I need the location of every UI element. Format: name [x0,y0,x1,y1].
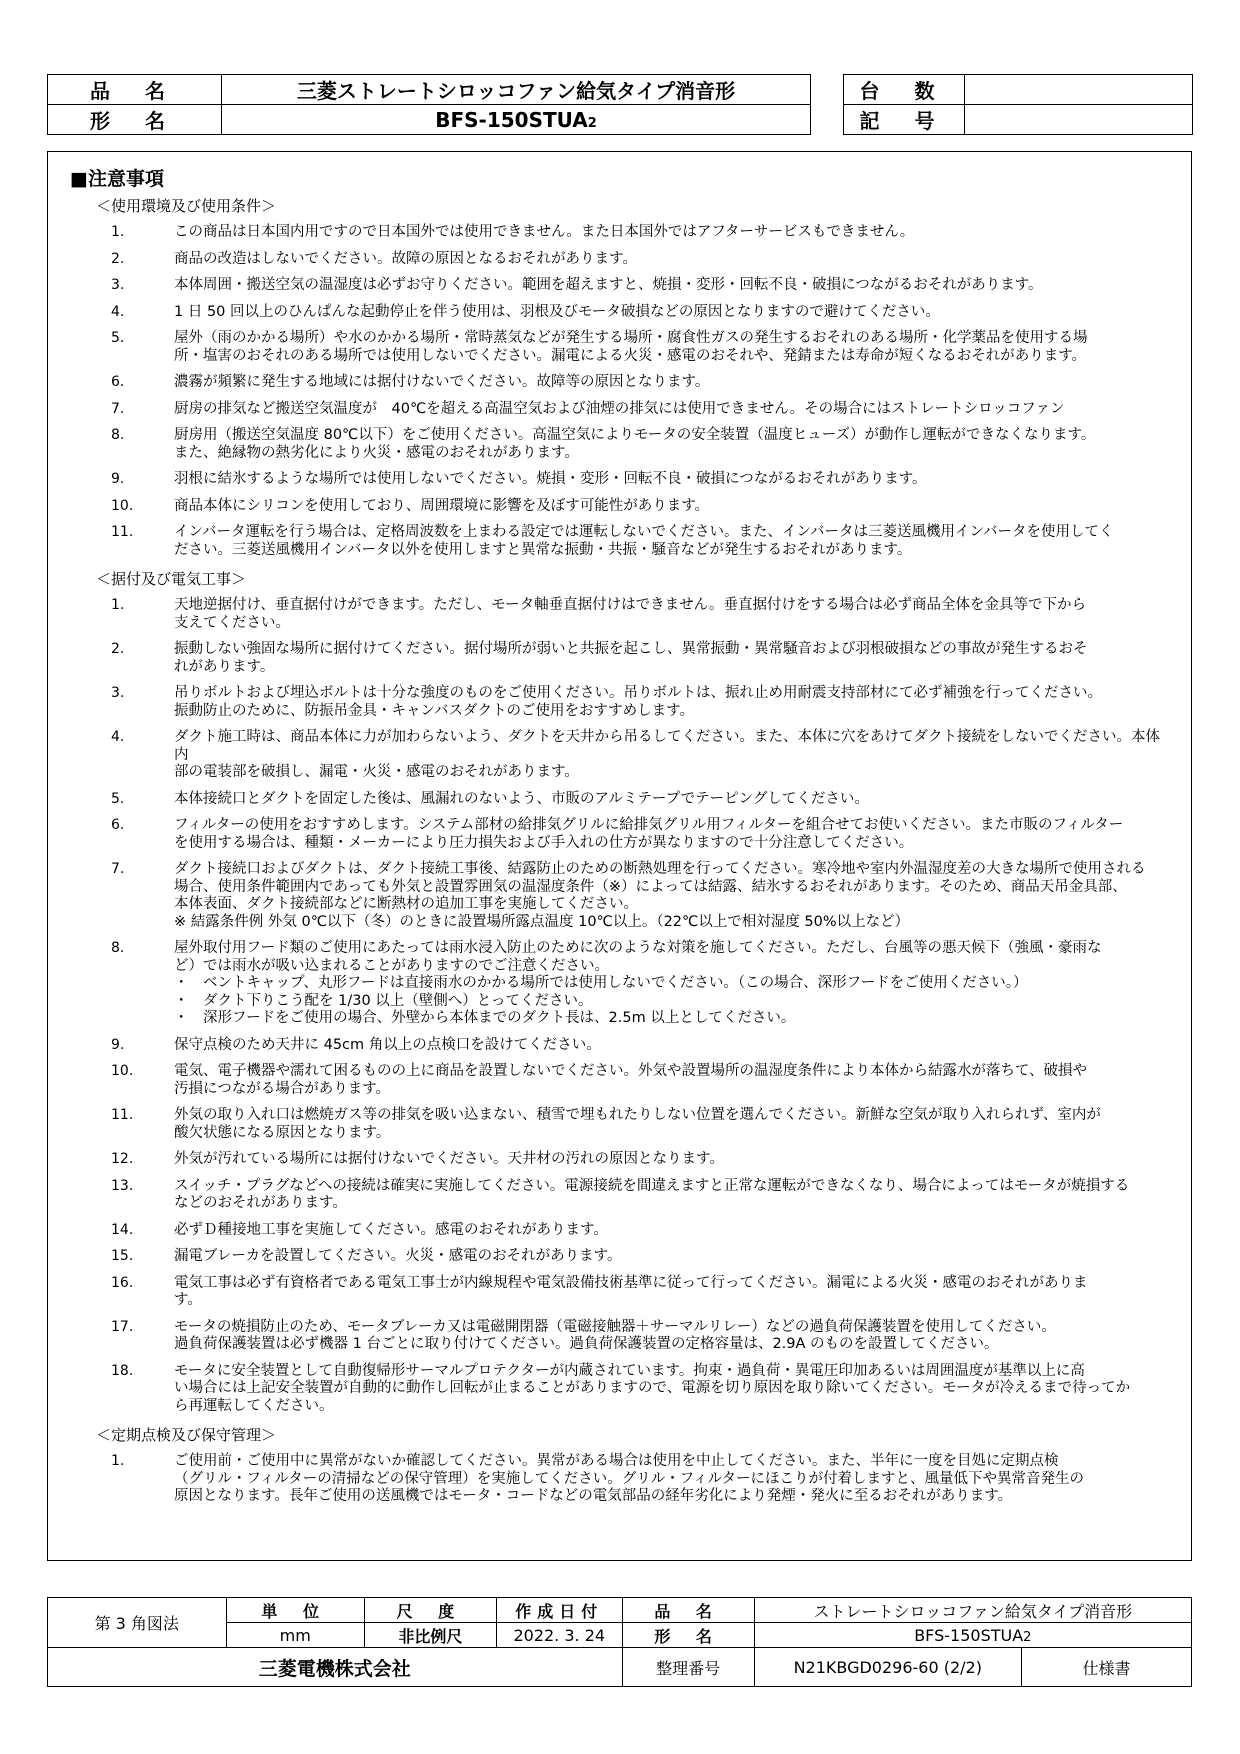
company-name: 三菱電機株式会社 [48,1648,623,1687]
list-item [66,251,1173,269]
katamei-value [222,105,811,135]
item-text-line: 保守点検のため天井に 45cm 角以上の点検口を設けてください。 [174,1036,601,1053]
list-item [66,498,1173,516]
item-number: 12. [111,1151,134,1167]
list-item [66,304,1173,322]
item-text-line: 必ずＤ種接地工事を実施してください。感電のおそれがあります。 [174,1221,608,1238]
footer-hinmei-label: 品 名 [622,1598,754,1623]
hinmei-value: 三菱ストレートシロッコファン給気タイプ消音形 [222,75,811,105]
item-text-line: 振動防止のために、防振吊金具・キャンバスダクトのご使用をおすすめします。 [174,702,694,719]
katamei-main: BFS-150STUA [435,107,588,132]
item-text-line: ださい。三菱送風機用インバータ以外を使用しますと異常な振動・共振・騒音などが発生するおそれがあります。 [174,541,912,558]
item-number: 8. [111,940,125,956]
item-text-line: ご使用前・ご使用中に異常がないか確認してください。異常がある場合は使用を中止してください。また、半年に一度を目処に定期点検 [174,1453,1059,1469]
item-number: 6. [111,817,125,833]
item-text-line: インバータ運転を行う場合は、定格周波数を上まわる設定では運転しないでください。また、インバータは三菱送風機用インバータを使用してく [174,524,1114,540]
item-number: 7. [111,861,125,877]
item-number: 10. [111,1063,134,1079]
seiri-label: 整理番号 [622,1648,754,1687]
item-number: 1. [111,597,125,613]
item-text-line: 過負荷保護装置は必ず機器 1 台ごとに取り付けてください。過負荷保護装置の定格容量は、2.9A のものを設置してください。 [174,1336,999,1352]
list-item [66,401,1173,419]
item-text-line: い場合には上記安全装置が自動的に動作し回転が止まることがありますので、電源を切り原因を取り除いてください。モータが冷えるまで待ってか [174,1380,1131,1396]
list-item [66,1363,1173,1416]
list-item [66,1319,1173,1354]
item-number: 3. [111,277,125,293]
item-number: 6. [111,374,125,390]
list-item [66,1453,1173,1506]
item-text-line: 天地逆据付け、垂直据付けができます。ただし、モータ軸垂直据付けはできません。垂直据付けをする場合は必ず商品全体を金具等で下から [174,597,1087,613]
doc-type: 仕様書 [1021,1648,1191,1687]
item-text-line: 場合、使用条件範囲内であっても外気と設置雰囲気の温湿度条件（※）によっては結露、結氷するおそれがあります。そのため、商品天吊金具部、 [174,878,1127,895]
unit-label: 単 位 [226,1598,364,1623]
section-items [66,224,1173,559]
item-number: 17. [111,1318,134,1335]
item-text-line: 振動しない強固な場所に据付けてください。据付場所が弱いと共振を起こし、異常振動・異常騒音および羽根破損などの事故が発生するおそ [174,641,1088,657]
item-text-line: 屋外取付用フード類のご使用にあたっては雨水浸入防止のために次のような対策を施してください。ただし、台風等の悪天候下（強風・豪雨な [174,940,1102,956]
item-text-line: を使用する場合は、種類・メーカーにより圧力損失および手入れの仕方が異なりますので十分注意してください。 [174,834,914,851]
date-value: 2022. 3. 24 [496,1623,622,1648]
list-item [66,277,1173,295]
item-text-line: 本体表面、ダクト接続部などに断熱材の追加工事を実施してください。 [174,896,638,912]
item-text-line: スイッチ・プラグなどへの接続は確実に実施してください。電源接続を間違えますと正常な運転ができなくなり、場合によってはモータが焼損する [174,1177,1130,1194]
section-heading: ＜定期点検及び保守管理＞ [96,1426,277,1444]
item-number: 2. [111,641,125,657]
list-item [66,224,1173,242]
item-number: 15. [111,1248,134,1264]
list-item [66,861,1173,931]
list-item [66,1248,1173,1266]
item-text-line: 1 日 50 回以上のひんぱんな起動停止を伴う使用は、羽根及びモータ破損などの原因となりますので避けてください。 [174,303,940,320]
item-text-line: ダクト接続口およびダクトは、ダクト接続工事後、結露防止のための断熱処理を行ってください。寒冷地や室内外温湿度差の大きな場所で使用される [174,861,1146,877]
list-item [66,1222,1173,1240]
item-text-line: モータの焼損防止のため、モータブレーカ又は電磁開閉器（電磁接触器＋サーマルリレー）などの過負荷保護装置を使用してください。 [174,1318,1056,1335]
list-item [66,940,1173,1028]
item-text-line: 原因となります。長年ご使用の送風機ではモータ・コードなどの電気部品の経年劣化により発煙・発火に至るおそれがあります。 [174,1488,1013,1504]
item-number: 11. [111,1107,134,1123]
item-text-line: れがあります。 [174,658,275,675]
item-text-line: 厨房の排気など搬送空気温度が 40℃を超える高温空気および油煙の排気には使用できません。その場合にはストレートシロッコファン [174,400,1065,417]
item-text-line: 電気、電子機器や濡れて困るものの上に商品を設置しないでください。外気や設置場所の温湿度条件により本体から結露水が落ちて、破損や [174,1063,1088,1079]
item-number: 1. [111,1453,125,1469]
item-text-line: 酸欠状態になる原因となります。 [174,1124,391,1141]
list-item [66,471,1173,489]
scale-label: 尺 度 [364,1598,496,1623]
item-text-line: 本体接続口とダクトを固定した後は、風漏れのないよう、市販のアルミテープでテーピングしてください。 [174,790,869,807]
item-number: 5. [111,790,125,807]
item-text-line: フィルターの使用をおすすめします。システム部材の給排気グリルに給排気グリル用フィルターを組合せてお使いください。また市販のフィルター [174,817,1124,833]
notes-title: ■注意事項 [70,168,164,190]
list-item [66,524,1173,559]
notes-sections [66,195,1173,1506]
footer-katamei-value [754,1623,1191,1648]
section-items [66,1453,1173,1506]
item-number: 18. [111,1362,134,1379]
item-text-line: 漏電ブレーカを設置してください。火災・感電のおそれがあります。 [174,1248,622,1264]
item-text-line: ら再運転してください。 [174,1397,334,1414]
list-item [66,1151,1173,1169]
item-text-line: 電気工事は必ず有資格者である電気工事士が内線規程や電気設備技術基準に従って行ってください。漏電による火災・感電のおそれがありま [174,1274,1088,1291]
kigo-value [965,105,1193,135]
hinmei-label: 品 名 [48,75,222,105]
list-item [66,1107,1173,1142]
item-number: 14. [111,1221,134,1238]
item-text-line: 本体周囲・搬送空気の温湿度は必ずお守りください。範囲を超えますと、焼損・変形・回転不良・破損につながるおそれがあります。 [174,277,1043,293]
list-item [66,791,1173,809]
item-text-line: モータに安全装置として自動復帰形サーマルプロテクターが内蔵されています。拘束・過負荷・異電圧印加あるいは周囲温度が基準以上に高 [174,1362,1085,1379]
item-text-line: 吊りボルトおよび埋込ボルトは十分な強度のものをご使用ください。吊りボルトは、振れ止め用耐震支持部材にて必ず補強を行ってください。 [174,685,1102,701]
list-item [66,1063,1173,1098]
seiri-value: N21KBGD0296-60 (2/2) [754,1648,1021,1687]
katamei-suffix: 2 [587,115,597,131]
item-number: 1. [111,224,125,240]
list-item [66,641,1173,676]
item-text-line: 商品の改造はしないでください。故障の原因となるおそれがあります。 [174,250,637,267]
unit-value: mm [226,1623,364,1648]
item-text-line: この商品は日本国内用ですので日本国外では使用できません。また日本国外ではアフターサービスもできません。 [174,224,915,240]
notes-box [47,151,1192,1561]
item-text-line: ど）では雨水が吸い込まれることがありますのでご注意ください。 [174,957,609,974]
kigo-label: 記 号 [844,105,965,135]
item-text-line: 厨房用（搬送空気温度 80℃以下）をご使用ください。高温空気によりモータの安全装置（温度ヒューズ）が動作し運転ができなくなります。 [174,427,1096,443]
footer-hinmei-value: ストレートシロッコファン給気タイプ消音形 [754,1598,1191,1623]
katamei-label: 形 名 [48,105,222,135]
item-text-line: ダクト施工時は、商品本体に力が加わらないよう、ダクトを天井から吊るしてください。また、本体に穴をあけてダクト接続をしないでください。本体内 [174,729,1160,763]
item-text-line: ・ 深形フードをご使用の場合、外壁から本体までのダクト長は、2.5m 以上としてください。 [174,1010,796,1026]
item-text-line: ・ ベントキャップ、丸形フードは直接雨水のかかる場所では使用しないでください。（この場合、深形フードをご使用ください。） [174,975,1028,991]
scale-value: 非比例尺 [364,1623,496,1648]
list-item [66,685,1173,720]
section-items [66,597,1173,1415]
list-item [66,1178,1173,1213]
list-item [66,597,1173,632]
item-text-line: 外気が汚れている場所には据付けないでください。天井材の汚れの原因となります。 [174,1151,724,1167]
list-item [66,374,1173,392]
item-number: 4. [111,729,125,745]
item-number: 4. [111,303,125,320]
item-text-line: 所・塩害のおそれのある場所では使用しないでください。漏電による火災・感電のおそれや、発錆または寿命が短くなるおそれがあります。 [174,347,1087,364]
list-item [66,427,1173,462]
list-item [66,817,1173,852]
item-number: 16. [111,1274,134,1291]
item-text-line: す。 [174,1292,202,1308]
footer-katamei-suffix: 2 [1023,1629,1032,1645]
header-count-table [843,74,1193,135]
item-text-line: 外気の取り入れ口は燃焼ガス等の排気を吸い込まない、積雪で埋もれたりしない位置を選んでください。新鮮な空気が取り入れられず、室内が [174,1107,1101,1123]
footer-katamei-label: 形 名 [622,1623,754,1648]
item-number: 5. [111,330,125,346]
section-heading: ＜据付及び電気工事＞ [96,570,247,588]
projection: 第 3 角図法 [48,1598,227,1648]
daisu-label: 台 数 [844,75,965,105]
item-number: 11. [111,524,134,540]
list-item [66,1275,1173,1310]
item-number: 9. [111,1036,125,1053]
item-text-line: 汚損につながる場合があります。 [174,1080,391,1097]
date-label: 作成日付 [496,1598,622,1623]
item-text-line: ・ ダクト下りこう配を 1/30 以上（壁側へ）とってください。 [174,992,593,1009]
item-number: 13. [111,1177,134,1194]
item-text-line: 商品本体にシリコンを使用しており、周囲環境に影響を及ぼす可能性があります。 [174,497,710,514]
item-text-line: 濃霧が頻繁に発生する地域には据付けないでください。故障等の原因となります。 [174,374,710,390]
item-number: 3. [111,685,125,701]
item-text-line: （グリル・フィルターの清掃などの保守管理）を実施してください。グリル・フィルターにほこりが付着しますと、風量低下や異常音発生の [174,1470,1085,1487]
list-item [66,729,1173,782]
item-text-line: ※ 結露条件例 外気 0℃以下（冬）のときに設置場所露点温度 10℃以上。（22℃以上で相対湿度 50%以上など） [174,913,910,930]
item-number: 7. [111,400,125,417]
header-product-table [47,74,811,135]
item-text-line: また、絶縁物の熱劣化により火災・感電のおそれがあります。 [174,444,579,461]
footer-table [47,1597,1192,1687]
item-text-line: 羽根に結氷するような場所では使用しないでください。焼損・変形・回転不良・破損につながるおそれがあります。 [174,471,927,487]
item-text-line: 屋外（雨のかかる場所）や水のかかる場所・常時蒸気などが発生する場所・腐食性ガスの発生するおそれのある場所・化学薬品を使用する場 [174,330,1088,346]
item-text-line: などのおそれがあります。 [174,1195,347,1211]
item-number: 10. [111,497,134,514]
section-heading: ＜使用環境及び使用条件＞ [96,197,277,215]
item-text-line: 部の電装部を破損し、漏電・火災・感電のおそれがあります。 [174,764,579,780]
daisu-value [965,75,1193,105]
item-number: 8. [111,427,125,443]
item-text-line: 支えてください。 [174,614,290,631]
item-number: 9. [111,471,125,487]
list-item [66,330,1173,365]
list-item [66,1037,1173,1055]
footer-katamei-main: BFS-150STUA [914,1625,1024,1645]
item-number: 2. [111,250,125,267]
